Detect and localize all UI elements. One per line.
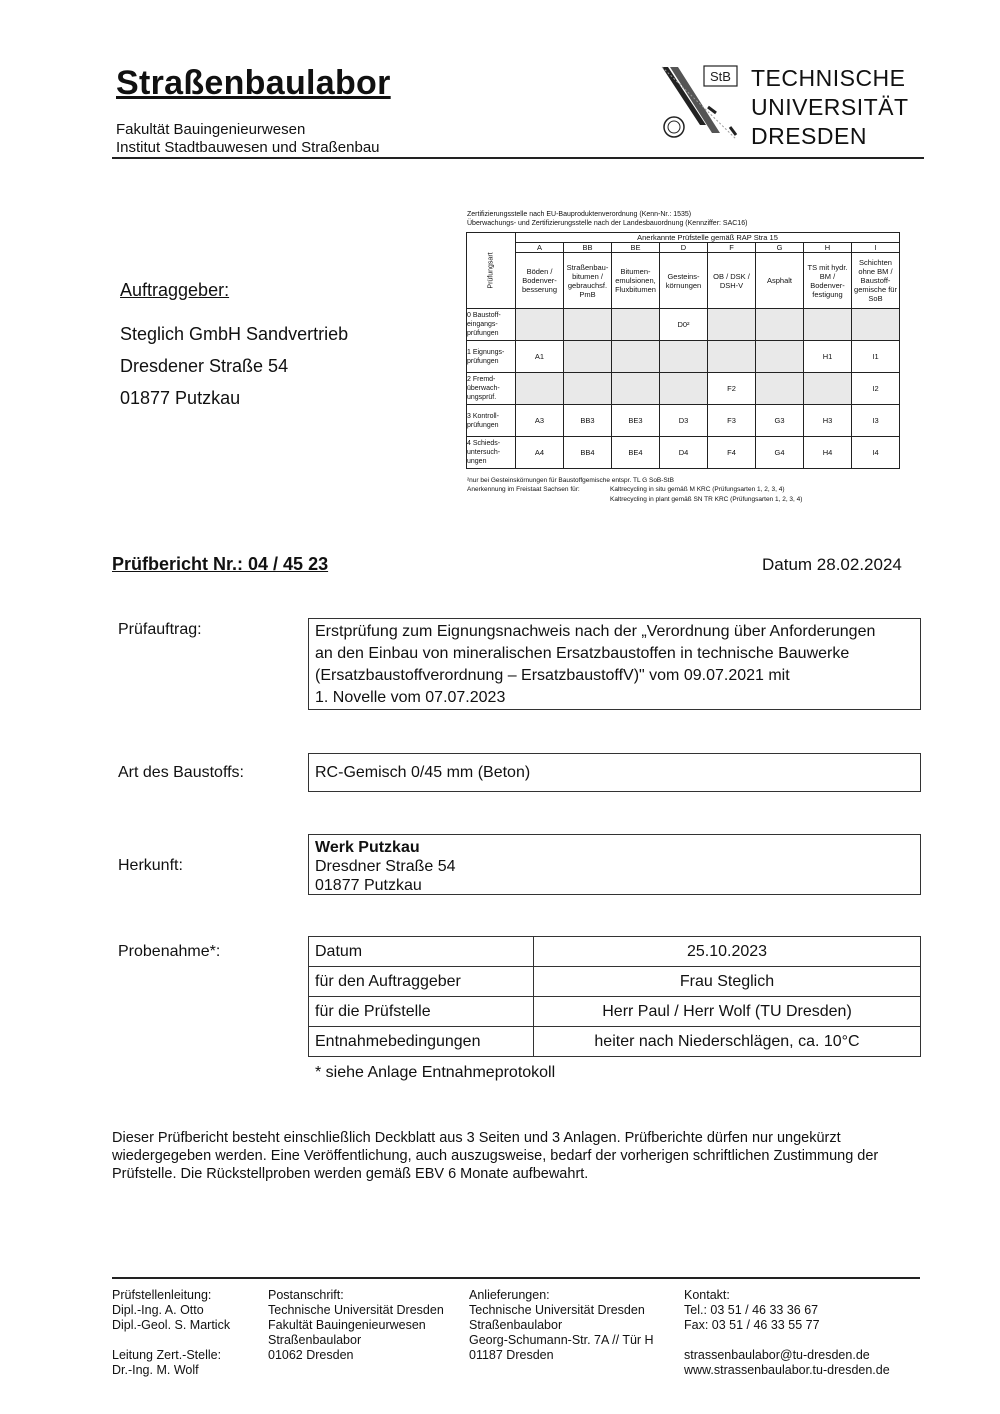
table-row: Datum 25.10.2023 [309,937,921,967]
order-label: Prüfauftrag: [118,621,202,638]
faculty-name: Fakultät Bauingenieurwesen [116,121,306,138]
report-number: Prüfbericht Nr.: 04 / 45 23 [112,554,329,574]
client-street: Dresdener Straße 54 [120,356,289,376]
table-row: 1 Eignungs-prüfungen A1 H1 I1 [467,341,900,373]
sampling-table [308,936,921,1057]
recognition-table [466,232,900,469]
row-axis-label: Prüfungsart [487,252,495,289]
recognition-label: Anerkennung im Freistaat Sachsen für: [467,486,580,493]
table-row: für den Auftraggeber Frau Steglich [309,967,921,997]
lab-title: Straßenbaulabor [116,64,391,102]
certification-info: Zertifizierungsstelle nach EU-Bauproduktenverordnung (Kenn-Nr.: 1535) Überwachungs- und Zertifizierungsstelle nach der Landesbauordnung (Kennziffer: SAC16) [467,211,748,227]
institute-name: Institut Stadtbauwesen und Straßenbau [116,139,380,156]
table-row: 4 Schieds-untersuch-ungen A4 BB4 BE4 D4 F4 G4 H4 I4 [467,437,900,469]
contact-website[interactable]: www.strassenbaulabor.tu-dresden.de [684,1363,890,1377]
recognition-item: Kaltrecycling in situ gemäß M KRC (Prüfungsarten 1, 2, 3, 4) [610,486,785,493]
header-divider [112,157,924,159]
table-row: 0 Baustoff-eingangs-prüfungen D0² [467,309,900,341]
footer-management: Prüfstellenleitung: Dipl.-Ing. A. Otto Dipl.-Geol. S. Martick Leitung Zert.-Stelle: Dr.-Ing. M. Wolf [112,1288,231,1377]
logo-badge: StB [710,69,731,84]
client-city: 01877 Putzkau [120,388,241,408]
report-date: Datum 28.02.2024 [762,555,902,574]
material-label: Art des Baustoffs: [118,764,244,781]
sampling-note: * siehe Anlage Entnahmeprotokoll [315,1064,556,1081]
footer-delivery-address: Anlieferungen: Technische Universität Dresden Straßenbaulabor Georg-Schumann-Str. 7A // Tür H 01187 Dresden [469,1288,654,1362]
table-row: Entnahmebedingungen heiter nach Niederschlägen, ca. 10°C [309,1027,921,1057]
order-box: Erstprüfung zum Eignungsnachweis nach der „Verordnung über Anforderungen an den Einbau von mineralischen Ersatzbaustoffen in technische Bauwerke (Ersatzbaustoffverordnung – ErsatzbaustoffV)" vom 09.07.2021 mit 1. Novelle vom 07.07.2023 [308,618,921,710]
university-name: TECHNISCHE UNIVERSITÄT DRESDEN [751,65,909,149]
column-codes: A BB BE D F G H I [467,243,900,253]
client-name: Steglich GmbH Sandvertrieb [120,324,349,344]
footer-postal-address: Postanschrift: Technische Universität Dresden Fakultät Bauingenieurwesen Straßenbaulabor 01062 Dresden [268,1288,444,1362]
client-label: Auftraggeber: [120,280,230,300]
table-row: 3 Kontroll-prüfungen A3 BB3 BE3 D3 F3 G3 H3 I3 [467,405,900,437]
footer-contact: Kontakt: Tel.: 03 51 / 46 33 36 67 Fax: 03 51 / 46 33 55 77 strassenbaulabor@tu-dresden.de www.strassenbaulabor.tu-dresden.de [684,1288,890,1377]
recognition-item: Kaltrecycling in plant gemäß SN TR KRC (Prüfungsarten 1, 2, 3, 4) [610,496,803,503]
table-row: 2 Fremd-überwach-ungsprüf. F2 I2 [467,373,900,405]
column-descriptions: Böden / Bodenver-besserung Straßenbau-bitumen / gebrauchsf. PmB Bitumen-emulsionen, Fluxbitumen Gesteins-körnungen OB / DSK / DSH-V Asphalt TS mit hydr. BM / Bodenver-festigung Schichten ohne BM / Baustoff-gemische für SoB [467,253,900,309]
material-box: RC-Gemisch 0/45 mm (Beton) [308,753,921,792]
tu-dresden-logo-icon [660,65,738,141]
disclaimer-text: Dieser Prüfbericht besteht einschließlich Deckblatt aus 3 Seiten und 3 Anlagen. Prüfberichte dürfen nur ungekürzt wiedergegeben werden. Eine Veröffentlichung, auch auszugsweise, bedarf der vorherigen schriftlichen Zustimmung der Prüfstelle. Die Rückstellproben werden gemäß EBV 6 Monate aufbewahrt. [112,1130,879,1182]
sampling-label: Probenahme*: [118,943,221,960]
footer-divider [112,1277,920,1279]
table-row: für die Prüfstelle Herr Paul / Herr Wolf (TU Dresden) [309,997,921,1027]
origin-box: Werk Putzkau Dresdner Straße 54 01877 Putzkau [308,834,921,895]
contact-email[interactable]: strassenbaulabor@tu-dresden.de [684,1348,870,1362]
table-footnote: ²nur bei Gesteinskörnungen für Baustoffgemische entspr. TL G SoB-StB [467,477,674,484]
origin-label: Herkunft: [118,857,183,874]
table-caption: Anerkannte Prüfstelle gemäß RAP Stra 15 [516,233,900,243]
